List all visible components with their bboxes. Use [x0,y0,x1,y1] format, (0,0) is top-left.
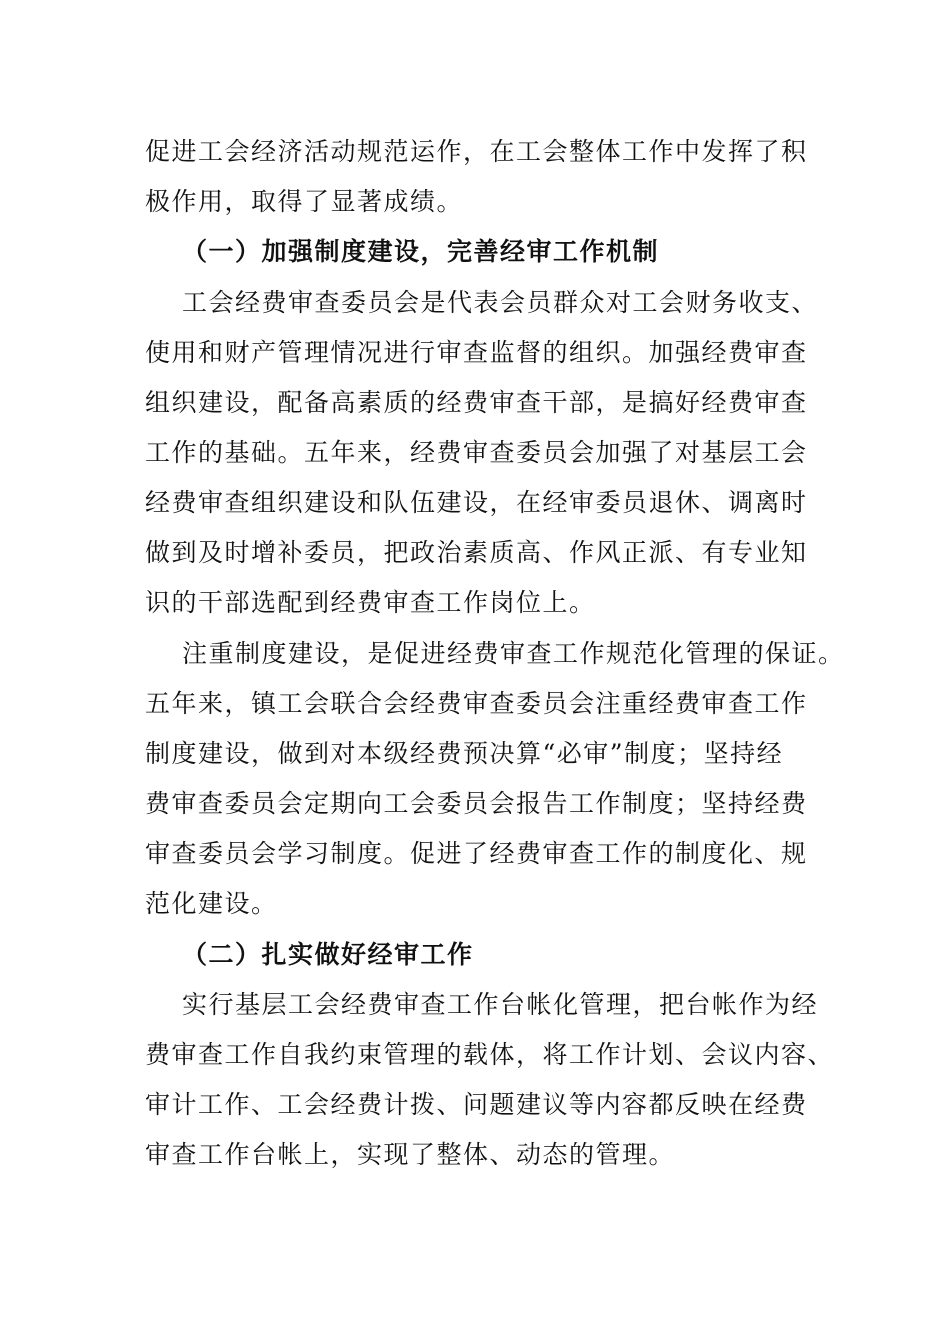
paragraph-line: 经费审查组织建设和队伍建设，在经审委员退休、调离时 [145,488,808,517]
paragraph-line: 促进工会经济活动规范运作，在工会整体工作中发挥了积 [145,137,808,166]
paragraph-line: 极作用，取得了显著成绩。 [145,187,464,216]
paragraph-line: 做到及时增补委员，把政治素质高、作风正派、有专业知 [145,538,808,567]
paragraph-line: 识的干部选配到经费审查工作岗位上。 [145,588,596,617]
section-heading: （一）加强制度建设，完善经审工作机制 [182,237,660,266]
paragraph-line: 工作的基础。五年来，经费审查委员会加强了对基层工会 [145,438,808,467]
paragraph-line: 费审查工作自我约束管理的载体，将工作计划、会议内容、 [145,1040,835,1069]
paragraph-line: 审计工作、工会经费计拨、问题建议等内容都反映在经费 [145,1090,808,1119]
paragraph-line: 审查工作台帐上，实现了整体、动态的管理。 [145,1140,676,1169]
paragraph-line: 使用和财产管理情况进行审查监督的组织。加强经费审查 [145,338,808,367]
paragraph-line: 范化建设。 [145,889,278,918]
section-heading: （二）扎实做好经审工作 [182,940,474,969]
paragraph-line: 费审查委员会定期向工会委员会报告工作制度；坚持经费 [145,789,808,818]
paragraph-line: 工会经费审查委员会是代表会员群众对工会财务收支、 [182,288,819,317]
paragraph-line: 审查委员会学习制度。促进了经费审查工作的制度化、规 [145,839,808,868]
paragraph-line: 组织建设，配备高素质的经费审查干部，是搞好经费审查 [145,388,808,417]
paragraph-line: 五年来，镇工会联合会经费审查委员会注重经费审查工作 [145,689,808,718]
paragraph-line: 注重制度建设，是促进经费审查工作规范化管理的保证。 [182,639,845,668]
paragraph-line: 制度建设，做到对本级经费预决算“必审”制度；坚持经 [145,739,784,768]
paragraph-line: 实行基层工会经费审查工作台帐化管理，把台帐作为经 [182,990,819,1019]
